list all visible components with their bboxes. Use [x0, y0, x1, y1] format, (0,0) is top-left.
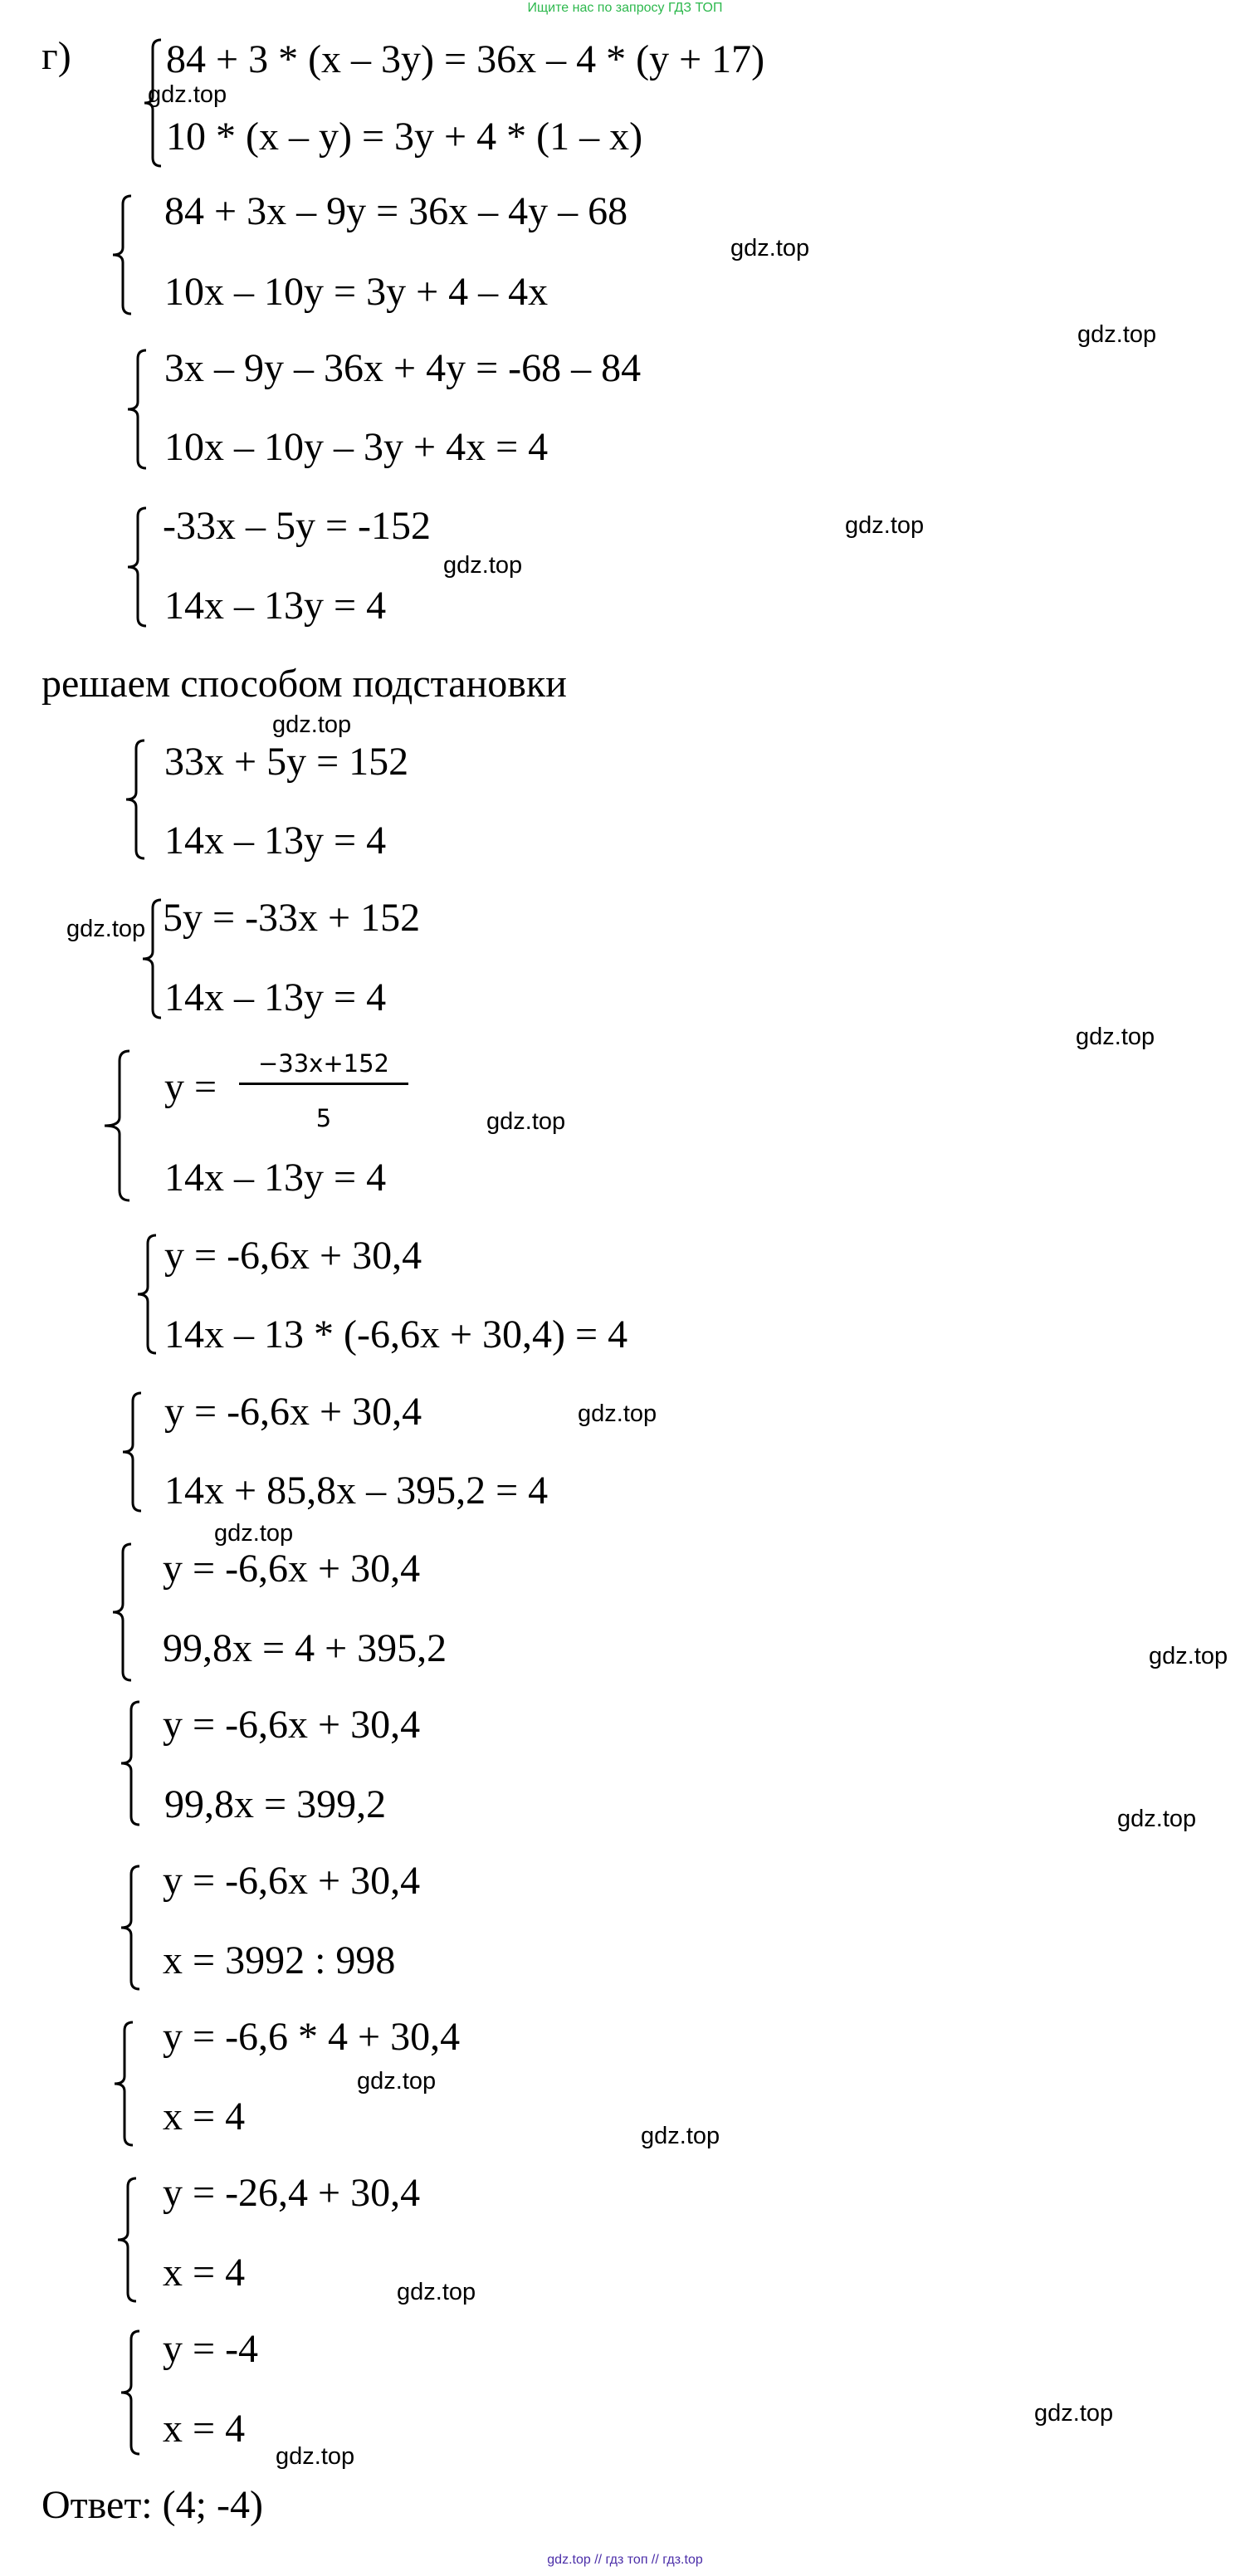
- system-brace: [100, 1048, 136, 1205]
- watermark: gdz.top: [397, 2279, 476, 2305]
- equation: x = 3992 : 998: [163, 1938, 396, 1982]
- watermark: gdz.top: [1076, 1024, 1155, 1050]
- watermark: gdz.top: [272, 711, 352, 738]
- header-banner: Ищите нас по запросу ГДЗ ТОП: [527, 1, 723, 15]
- equation: y = -6,6x + 30,4: [163, 1859, 421, 1903]
- equation: x = 4: [163, 2407, 246, 2451]
- watermark: gdz.top: [1117, 1806, 1197, 1832]
- system-brace: [121, 737, 149, 862]
- equation: 5y = -33x + 152: [163, 896, 421, 940]
- equation: 14x – 13y = 4: [164, 584, 387, 628]
- watermark: gdz.top: [1034, 2400, 1114, 2427]
- system-brace: [133, 1232, 161, 1356]
- system-brace: [118, 1390, 146, 1514]
- fraction-lhs: y =: [164, 1065, 217, 1109]
- system-brace: [116, 1699, 144, 1828]
- system-brace: [116, 2328, 144, 2457]
- watermark: gdz.top: [148, 81, 227, 108]
- watermark: gdz.top: [730, 235, 810, 262]
- equation: 14x – 13y = 4: [164, 819, 387, 863]
- equation: y = -26,4 + 30,4: [163, 2171, 421, 2215]
- watermark: gdz.top: [1149, 1643, 1228, 1669]
- system-brace: [110, 2019, 138, 2148]
- problem-letter: г): [42, 34, 71, 78]
- fraction-denominator: 5: [315, 1104, 332, 1132]
- equation: 84 + 3 * (x – 3y) = 36x – 4 * (y + 17): [166, 37, 765, 81]
- equation: 99,8x = 399,2: [164, 1782, 387, 1826]
- system-brace: [116, 1863, 144, 1992]
- equation: 99,8x = 4 + 395,2: [163, 1626, 447, 1670]
- system-brace: [123, 505, 151, 629]
- watermark: gdz.top: [486, 1108, 566, 1135]
- equation: 14x – 13 * (-6,6x + 30,4) = 4: [164, 1312, 628, 1356]
- watermark: gdz.top: [641, 2123, 720, 2149]
- fraction-numerator: −33x+152: [257, 1049, 389, 1078]
- equation: y = -6,6x + 30,4: [164, 1390, 422, 1434]
- equation: x = 4: [163, 2095, 246, 2139]
- watermark: gdz.top: [578, 1400, 657, 1427]
- equation: y = -6,6x + 30,4: [164, 1234, 422, 1278]
- equation: 14x + 85,8x – 395,2 = 4: [164, 1469, 549, 1513]
- equation: 10x – 10y – 3y + 4x = 4: [164, 425, 549, 469]
- equation: y = -6,6x + 30,4: [163, 1703, 421, 1747]
- system-brace: [113, 2175, 141, 2305]
- answer: Ответ: (4; -4): [42, 2483, 263, 2527]
- watermark: gdz.top: [357, 2068, 437, 2095]
- equation: y = -4: [163, 2327, 259, 2371]
- system-brace: [108, 193, 136, 317]
- equation: y = -6,6 * 4 + 30,4: [163, 2015, 461, 2059]
- equation: 10x – 10y = 3y + 4 – 4x: [164, 270, 549, 314]
- equation: 14x – 13y = 4: [164, 975, 387, 1019]
- system-brace: [108, 1541, 136, 1684]
- equation: -33x – 5y = -152: [163, 504, 432, 548]
- equation: 84 + 3x – 9y = 36x – 4y – 68: [164, 189, 628, 233]
- equation: 14x – 13y = 4: [164, 1156, 387, 1200]
- equation: x = 4: [163, 2251, 246, 2295]
- watermark: gdz.top: [66, 916, 146, 942]
- fraction-bar: [239, 1083, 408, 1085]
- watermark: gdz.top: [845, 512, 925, 539]
- system-brace: [123, 347, 151, 472]
- watermark: gdz.top: [443, 552, 523, 579]
- watermark: gdz.top: [1077, 321, 1157, 348]
- equation: 33x + 5y = 152: [164, 740, 409, 784]
- watermark: gdz.top: [276, 2443, 355, 2470]
- equation: 10 * (x – y) = 3y + 4 * (1 – x): [166, 115, 643, 159]
- equation: y = -6,6x + 30,4: [163, 1547, 421, 1591]
- equation: 3x – 9y – 36x + 4y = -68 – 84: [164, 346, 642, 390]
- footer-banner: gdz.top // гдз топ // гдз.top: [547, 2553, 703, 2567]
- method-text: решаем способом подстановки: [42, 662, 567, 706]
- watermark: gdz.top: [214, 1520, 294, 1547]
